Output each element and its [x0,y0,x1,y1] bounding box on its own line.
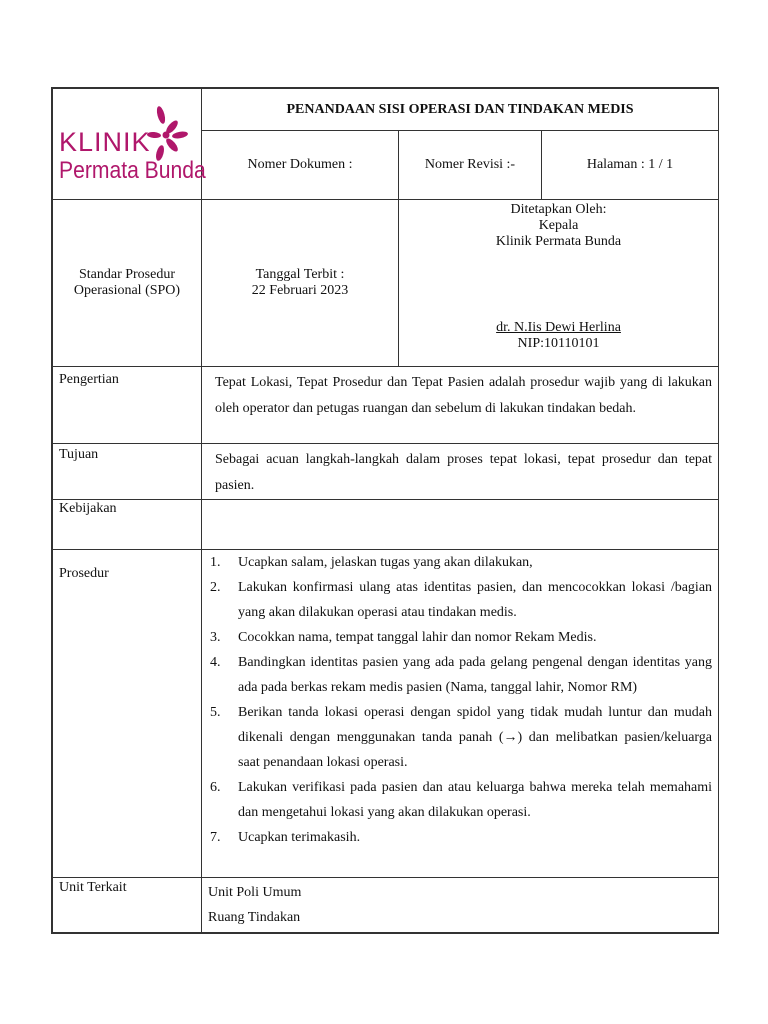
prosedur-step [210,550,712,575]
logo-text-permata-bunda: Permata Bunda [59,157,206,184]
prosedur-step [210,700,712,775]
spo-label-cell [53,200,202,367]
ditetapkan-label: Ditetapkan Oleh: [510,202,607,217]
prosedur-step-text: Ucapkan salam, jelaskan tugas yang akan dilakukan, [238,555,533,570]
tujuan-label: Tujuan [53,444,202,500]
flower-icon [146,105,190,161]
nomor-dokumen: Nomer Dokumen : [202,131,399,200]
prosedur-step [210,625,712,650]
prosedur-step-number: 4. [210,655,221,670]
prosedur-step [210,575,712,625]
prosedur-step-number: 7. [210,830,221,845]
unit-terkait-cell [202,878,719,933]
spo-document [51,87,719,934]
prosedur-step-text: Bandingkan identitas pasien yang ada pada gelang pengenal dengan identitas yang ada pada berkas rekam medis pasien (Nama, tanggal lahir, Nomor RM) [238,655,713,695]
tujuan-text: Sebagai acuan langkah-langkah dalam proses tepat lokasi, tepat prosedur dan tepat pasien. [202,444,719,500]
pengertian-text: Tepat Lokasi, Tepat Prosedur dan Tepat Pasien adalah prosedur wajib yang di lakukan oleh operator dan petugas ruangan dan sebelum di lakukan tindakan bedah. [202,367,719,444]
ditetapkan-cell [399,200,719,367]
prosedur-step-number: 6. [210,780,221,795]
instansi: Klinik Permata Bunda [495,234,622,249]
pengertian-label: Pengertian [53,367,202,444]
logo-text-klinik: KLINIK [59,127,151,157]
prosedur-step-text: Cocokkan nama, tempat tanggal lahir dan nomor Rekam Medis. [238,630,597,645]
nomor-revisi: Nomer Revisi :- [399,131,542,200]
prosedur-list [210,550,712,850]
unit-item: Unit Poli Umum [208,885,302,900]
prosedur-step [210,775,712,825]
tanggal-terbit-value: 22 Februari 2023 [251,283,349,298]
unit-item: Ruang Tindakan [208,910,301,925]
prosedur-step [210,650,712,700]
prosedur-label: Prosedur [53,550,202,878]
spo-label-line1: Standar Prosedur [78,267,176,282]
tanggal-terbit-label: Tanggal Terbit : [255,267,345,282]
clinic-logo [57,99,206,189]
document-title: PENANDAAN SISI OPERASI DAN TINDAKAN MEDIS [202,89,719,131]
prosedur-step-text: Lakukan verifikasi pada pasien dan atau keluarga bahwa mereka telah memahami dan mengetahui lokasi yang akan dilakukan operasi. [238,780,713,820]
spo-label-line2: Operasional (SPO) [73,283,181,298]
unit-terkait-label: Unit Terkait [53,878,202,933]
prosedur-step-number: 5. [210,705,221,720]
kebijakan-label: Kebijakan [53,500,202,550]
prosedur-step-text: Berikan tanda lokasi operasi dengan spidol yang tidak mudah luntur dan mudah dikenali dengan menggunakan tanda panah (→) dan melibatkan pasien/keluarga saat penandaan lokasi operasi. [238,705,713,770]
prosedur-step-text: Ucapkan terimakasih. [238,830,361,845]
jabatan: Kepala [538,218,579,233]
prosedur-list-cell [202,550,719,878]
signer-name: dr. N.Iis Dewi Herlina [496,320,621,335]
prosedur-step-number: 3. [210,630,221,645]
prosedur-step-text: Lakukan konfirmasi ulang atas identitas pasien, dan mencocokkan lokasi /bagian yang akan dilakukan operasi atau tindakan medis. [238,580,713,620]
kebijakan-text [202,500,719,550]
signature-space [399,250,718,320]
prosedur-step [210,825,712,850]
signer-nip: NIP:10110101 [517,336,600,351]
spo-table [52,88,719,933]
halaman: Halaman : 1 / 1 [542,131,719,200]
prosedur-step-number: 2. [210,580,221,595]
logo-cell [53,89,206,200]
prosedur-step-number: 1. [210,555,221,570]
tanggal-terbit-cell [202,200,399,367]
